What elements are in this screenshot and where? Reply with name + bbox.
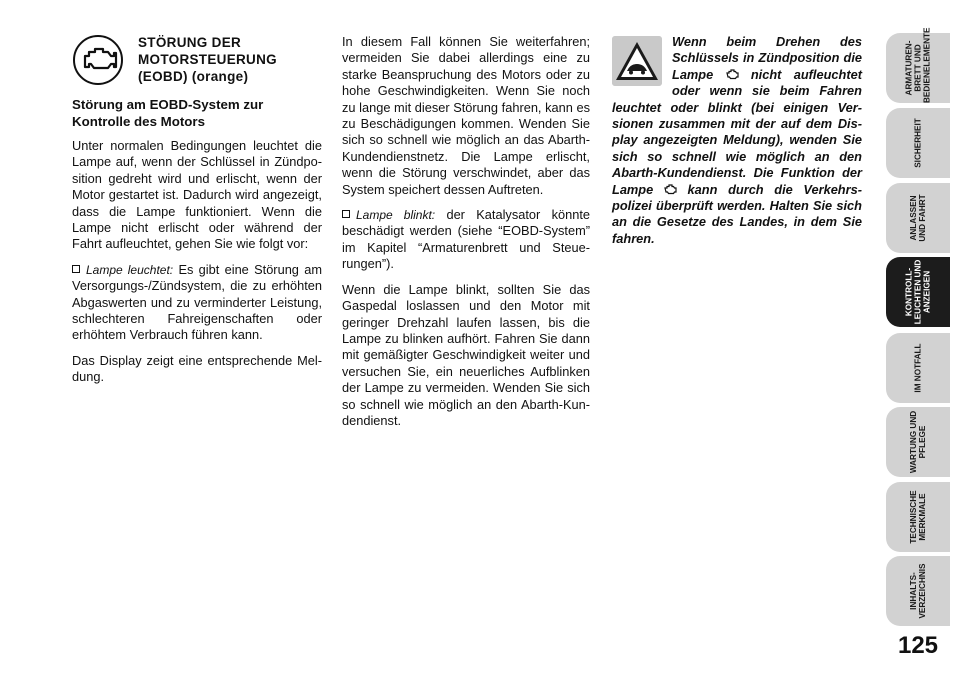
warning-triangle-icon (612, 36, 662, 86)
tab-wartung[interactable]: WARTUNG UND PFLEGE (886, 407, 950, 477)
page-number: 125 (897, 632, 939, 659)
warning-box (612, 34, 862, 256)
engine-check-icon (726, 69, 739, 80)
tab-kontrollleuchten[interactable]: KONTROLL- LEUCHTEN UND ANZEIGEN (886, 257, 950, 327)
paragraph: Unter normalen Bedingungen leuchtet die Lampe auf, wenn der Schlüssel in Zündposition gedreht wird und erlischt, wenn der Motor gestartet ist. Dadurch wird angezeigt, dass die Lampe funktioniert. Wenn die Lampe nicht erlischt oder während der Fahrt aufleuchtet, gehen Sie wie folgt vor: (72, 138, 322, 252)
tab-sicherheit[interactable]: SICHERHEIT (886, 108, 950, 178)
engine-check-icon (664, 184, 677, 195)
bullet-square-icon (342, 210, 350, 218)
tab-im-notfall[interactable]: IM NOTFALL (886, 333, 950, 403)
subheading: Störung am EOBD-System zur Kontrolle des Motors (72, 97, 264, 129)
tab-anlassen[interactable]: ANLASSEN UND FAHRT (886, 183, 950, 253)
bullet-square-icon (72, 265, 80, 273)
tab-technische-merkmale[interactable]: TECHNISCHE MERKMALE (886, 482, 950, 552)
bullet-item: Lampe leuchtet: Es gibt eine Störung am Versorgungs-/Zündsystem, die zu erhöhten Abgaswerten und zu verminderter Leistung, schlechteren Fahreigenschaften oder erhöhtem Verbrauch führen kann. (72, 261, 322, 343)
engine-check-icon (72, 34, 124, 86)
column-2 (342, 34, 590, 438)
paragraph: In diesem Fall können Sie weiterfahren; vermeiden Sie dabei allerdings eine zu starke Beanspruchung des Motors oder zu hohe Geschwindigkeiten. Wenn Sie noch zu lange mit dieser Störung fahren, kann es zu Beschädigungen kommen. Wenden Sie sich so schnell wie möglich an das Abarth-Kundendienstnetz. Die Lampe erlischt, wenn die Störung verschwindet, aber das System speichert dessen Auftreten. (342, 34, 590, 197)
tab-armaturenbrett[interactable]: ARMATUREN- BRETT UND BEDIENELEMENTE (886, 33, 950, 103)
bullet-item: Lampe blinkt: der Katalysator könnte beschädigt werden (siehe “EOBD-System” im Kapitel “Armaturenbrett und Steuerungen”). (342, 207, 591, 272)
column-1 (72, 34, 322, 395)
paragraph: Wenn die Lampe blinkt, sollten Sie das Gaspedal loslassen und den Motor mit geringer Drehzahl laufen lassen, bis die Lampe zu blinken aufhört. Fahren Sie dann mit gemäßigter Geschwindigkeit weiter und versuchen Sie, ein neuerliches Aufblinken der Lampe zu vermeiden. Wenden Sie sich so schnell wie möglich an den Abarth-Kundendienst. (342, 281, 590, 428)
tab-inhaltsverzeichnis[interactable]: INHALTS- VERZEICHNIS (886, 556, 950, 626)
paragraph: Das Display zeigt eine entsprechende Meldung. (72, 352, 322, 385)
warning-text: Wenn beim Drehen des Schlüssels in Zündposition die Lampe nicht aufleuchtet oder wenn sie beim Fahren leuchtet oder blinkt (bei einigen Versionen zusammen mit der auf dem Display angezeigten Meldung), wenden Sie sich so schnell wie möglich an den Abarth-Kundendienst. Die Funktion der Lampe kann durch die Verkehrspolizei überprüft werden. Halten Sie sich an die Gesetze des Landes, in dem Sie fahren. (612, 34, 862, 246)
section-title: STÖRUNG DER MOTORSTEUERUNG (EOBD) (orange) (138, 35, 277, 84)
section-header (72, 34, 322, 86)
